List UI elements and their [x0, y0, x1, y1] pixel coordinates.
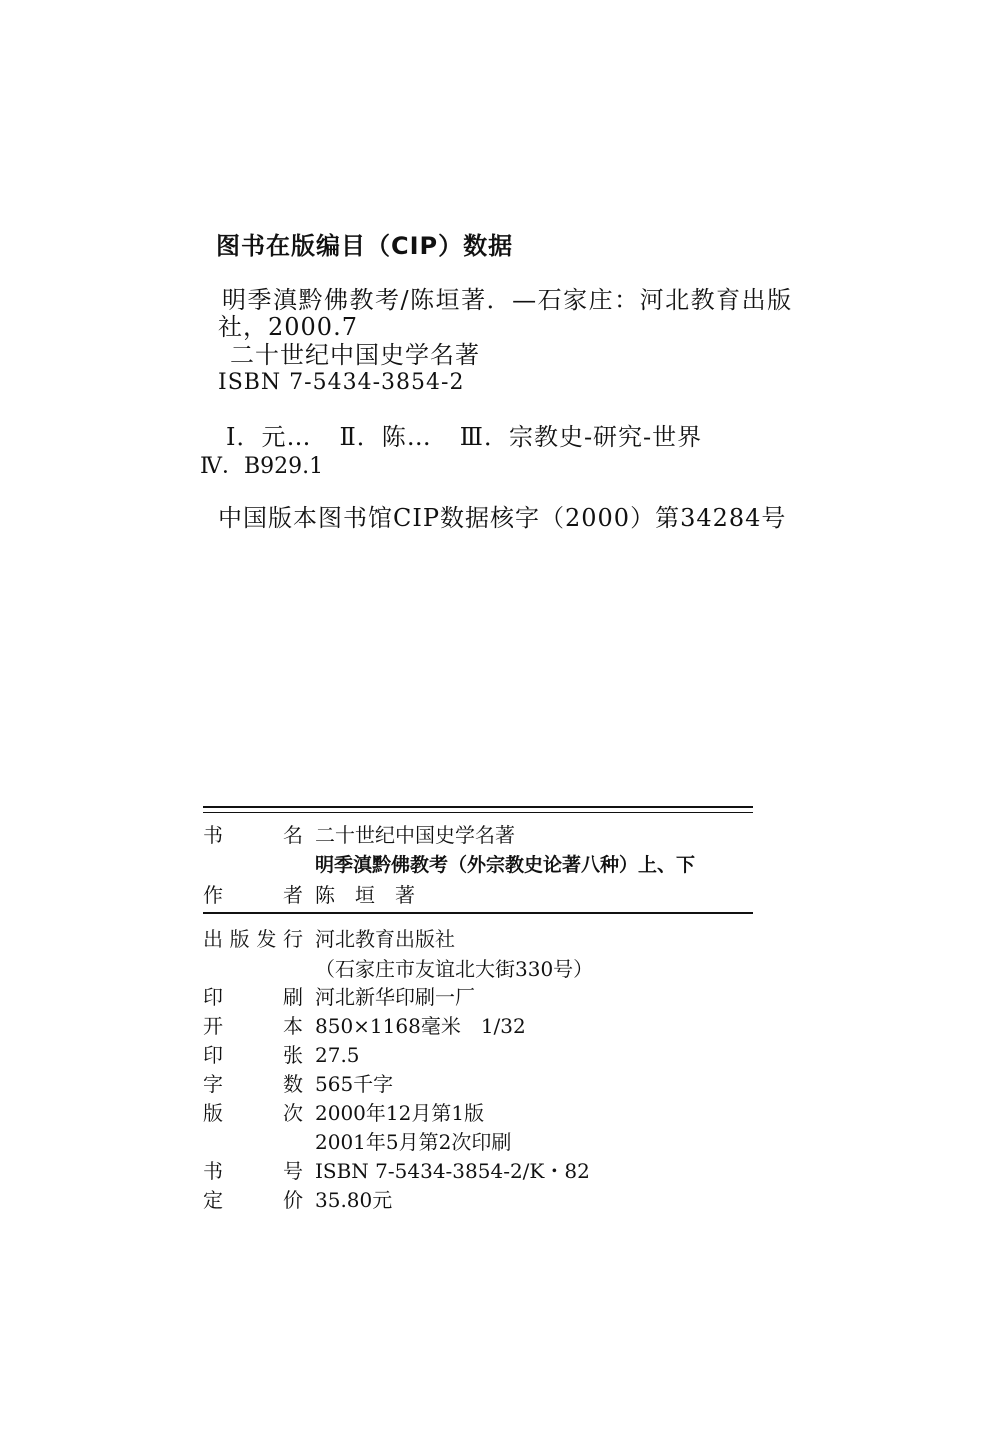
- cip-publisher-date: 社，2000.7: [218, 313, 358, 341]
- colophon-value: 565千字: [315, 1072, 394, 1096]
- cip-isbn: ISBN 7-5434-3854-2: [218, 370, 465, 395]
- colophon-row: [203, 1071, 393, 1097]
- colophon-row-title: [315, 852, 695, 878]
- colophon-value: 河北新华印刷一厂: [315, 985, 475, 1009]
- colophon-value: ISBN 7-5434-3854-2/K・82: [315, 1159, 590, 1183]
- colophon-label: 定 价: [203, 1188, 303, 1212]
- colophon-value: 35.80元: [315, 1188, 393, 1212]
- cip-subjects: [226, 422, 702, 452]
- cip-record-number: 中国版本图书馆CIP数据核字（2000）第34284号: [218, 504, 787, 532]
- colophon-label: 印 刷: [203, 985, 303, 1009]
- colophon-value: 二十世纪中国史学名著: [315, 823, 515, 847]
- cip-subject-2: Ⅱ．陈…: [339, 423, 432, 451]
- colophon-row: [203, 1129, 511, 1155]
- colophon-value: 27.5: [315, 1043, 360, 1067]
- cip-heading: 图书在版编目（CIP）数据: [216, 232, 514, 260]
- colophon-label: 版 次: [203, 1101, 303, 1125]
- colophon-row: [203, 926, 455, 952]
- colophon-value: （石家庄市友谊北大街330号）: [315, 957, 594, 981]
- colophon-label: 字 数: [203, 1072, 303, 1096]
- colophon-divider: [203, 912, 753, 914]
- colophon-row-series: [203, 822, 515, 848]
- colophon-label: 开 本: [203, 1014, 303, 1038]
- colophon-book-title: 明季滇黔佛教考（外宗教史论著八种）上、下: [315, 854, 696, 876]
- colophon-row: [203, 1100, 484, 1126]
- cip-title-line: 明季滇黔佛教考/陈垣著．—石家庄：河北教育出版: [222, 286, 793, 314]
- colophon-top-rule-thin: [203, 812, 753, 813]
- colophon-value: 2000年12月第1版: [315, 1101, 485, 1125]
- colophon-label: 作 者: [203, 883, 303, 907]
- colophon-value: 2001年5月第2次印刷: [315, 1130, 512, 1154]
- colophon-row: [203, 956, 593, 982]
- colophon-row: [203, 1187, 392, 1213]
- colophon-value: 850×1168毫米 1/32: [315, 1014, 526, 1038]
- colophon-row-author: [203, 882, 415, 908]
- cip-subject-1: Ⅰ．元…: [226, 423, 312, 451]
- colophon-label: 书 号: [203, 1159, 303, 1183]
- cip-classification: Ⅳ．B929.1: [200, 454, 324, 479]
- colophon-row: [203, 1158, 590, 1184]
- colophon-value: 河北教育出版社: [315, 927, 455, 951]
- colophon-top-rule: [203, 806, 753, 808]
- colophon-value: 陈 垣 著: [315, 883, 415, 907]
- colophon-label: 书 名: [203, 823, 303, 847]
- colophon-row: [203, 1013, 526, 1039]
- colophon-row: [203, 1042, 360, 1068]
- colophon-label: 出版发行: [203, 927, 303, 951]
- colophon-row: [203, 984, 475, 1010]
- colophon-label: 印 张: [203, 1043, 303, 1067]
- cip-series: 二十世纪中国史学名著: [230, 341, 480, 369]
- cip-subject-3: Ⅲ．宗教史-研究-世界: [459, 423, 703, 451]
